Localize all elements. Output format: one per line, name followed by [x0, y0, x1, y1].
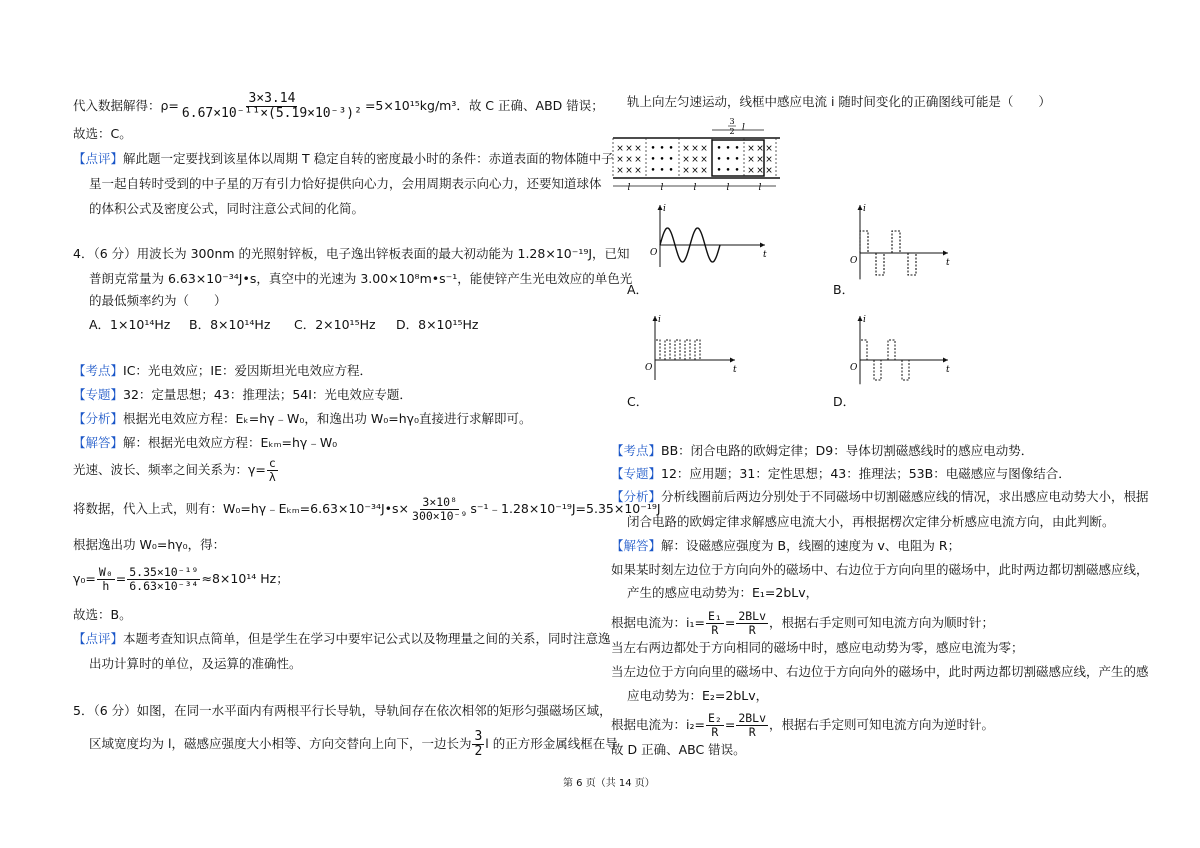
q5-step-5: 当左边位于方向向里的磁场中、右边位于方向向外的磁场中，此时两边都切割磁感应线，产生的感: [611, 664, 1149, 679]
magnetic-field-figure: [608, 116, 784, 194]
text: ≈8×10¹⁴ Hz；: [201, 571, 289, 586]
q5-zhuanti: [611, 465, 1071, 483]
t-label: t: [763, 250, 767, 260]
dim-frac-num: 3: [729, 117, 735, 126]
fraction: [97, 566, 115, 593]
step-segment: [902, 360, 909, 380]
field-symbol: ×: [747, 155, 755, 165]
tag: 【分析】: [73, 411, 124, 426]
q4-zhuanti: [73, 386, 412, 404]
field-symbol: •: [668, 144, 674, 154]
review-tag: 【点评】: [73, 151, 124, 166]
q3-review-line: 的体积公式及密度公式，同时注意公式间的化简。: [89, 201, 365, 216]
numerator: 2BLv: [738, 711, 767, 725]
q5-step-7: [611, 712, 994, 739]
i-arrow: [653, 316, 658, 321]
q5-stem: 5．（6 分）如图，在同一水平面内有两根平行长导轨，导轨间存在依次相邻的矩形匀强磁场区域，: [73, 703, 612, 718]
denominator: 2: [474, 744, 483, 759]
text: ，根据右手定则可知电流方向为顺时针；: [769, 615, 995, 630]
i-arrow: [858, 316, 863, 321]
field-symbol: ×: [616, 166, 624, 176]
option-a-label: A．: [627, 282, 649, 297]
dim-frac-den: 2: [729, 127, 735, 136]
denominator: R: [748, 623, 756, 637]
field-symbol: ×: [682, 144, 690, 154]
q5-step-2: 产生的感应电动势为：E₁=2bLv，: [627, 585, 819, 600]
field-symbol: •: [659, 144, 665, 154]
field-symbol: •: [650, 166, 656, 176]
q3-review: [73, 150, 614, 168]
graph-c-curve: [645, 315, 737, 380]
field-symbol: •: [716, 144, 722, 154]
t-label: t: [733, 365, 737, 375]
q4-stem: 的最低频率约为（ ）: [89, 293, 227, 308]
fig-drawing: [613, 117, 780, 193]
t-label: t: [946, 365, 950, 375]
numerator: c: [268, 456, 276, 470]
origin-label: O: [645, 363, 653, 373]
q4-frequency: [73, 566, 289, 593]
t-arrow: [943, 251, 948, 256]
step-segment: [874, 360, 881, 380]
text: 本题考查知识点简单，但是学生在学习中要牢记公式以及物理量之间的关系，同时注意逸: [123, 631, 611, 646]
field-symbol: •: [668, 166, 674, 176]
text: IC：光电效应；IE：爱因斯坦光电效应方程．: [123, 363, 373, 378]
field-symbol: ×: [616, 144, 624, 154]
field-symbol: ×: [756, 155, 764, 165]
numerator: 2BLv: [738, 609, 767, 623]
tag: 【专题】: [611, 466, 662, 481]
q4-choice: 故选：B。: [73, 607, 132, 622]
tag: 【解答】: [611, 538, 662, 553]
i-label: i: [863, 204, 866, 214]
text: =: [115, 571, 127, 586]
q4-fenxi: [73, 410, 532, 428]
fraction: [410, 496, 469, 523]
numerator: 3×10⁸: [422, 495, 458, 509]
text: 光速、波长、频率之间关系为：γ=: [73, 462, 266, 477]
field-symbol: ×: [691, 155, 699, 165]
text: BB：闭合电路的欧姆定律；D9：导体切割磁感线时的感应电动势．: [661, 443, 1034, 458]
q4-jieda: [73, 434, 337, 452]
field-symbol: •: [725, 166, 731, 176]
q4-review-line: 出功计算时的单位，及运算的准确性。: [89, 656, 302, 671]
text: 根据电流为：i₂=: [611, 717, 705, 732]
field-symbol: ×: [682, 155, 690, 165]
q5-step-4: 当左右两边都处于方向相同的磁场中时，感应电动势为零，感应电流为零；: [611, 640, 1024, 655]
field-symbol: ×: [756, 144, 764, 154]
tag: 【专题】: [73, 387, 124, 402]
field-symbol: ×: [700, 166, 708, 176]
field-symbol: ×: [765, 155, 773, 165]
page-footer: 第 6 页（共 14 页）: [563, 778, 655, 789]
q5-step-6: 应电动势为：E₂=2bLv，: [627, 688, 769, 703]
field-symbol: ×: [765, 166, 773, 176]
q5-stem-cont: 轨上向左匀速运动，线框中感应电流 i 随时间变化的正确图线可能是（ ）: [627, 94, 1051, 109]
field-symbol: ×: [634, 166, 642, 176]
bottom-l-label: l: [627, 183, 631, 193]
bottom-l-label: l: [660, 183, 664, 193]
step-segment: [860, 231, 868, 253]
text: 解此题一定要找到该星体以周期 T 稳定自转的密度最小时的条件：赤道表面的物体随中子: [123, 151, 614, 166]
q5-stem: [89, 730, 618, 759]
step-segment: [908, 253, 916, 275]
pulse: [695, 340, 700, 360]
text: γ₀=: [73, 571, 96, 586]
tag: 【考点】: [73, 363, 124, 378]
text: 将数据，代入上式，则有：W₀=hγ﹣Eₖₘ=6.63×10⁻³⁴J•s×: [73, 501, 410, 516]
text: l 的正方形金属线框在导: [485, 736, 618, 751]
review-tag: 【点评】: [73, 631, 124, 646]
q5-conclusion: 故 D 正确、ABC 错误。: [611, 742, 746, 757]
numerator: 3: [474, 729, 483, 744]
text: 12：应用题；31：定性思想；43：推理法；53B：电磁感应与图像结合．: [661, 466, 1071, 481]
fraction: [472, 730, 484, 759]
q3-review-line: 星一起自转时受到的中子星的万有引力恰好提供向心力，会用周期表示向心力，还要知道球体: [89, 176, 602, 191]
fraction: [736, 610, 768, 637]
step-segment: [876, 253, 884, 275]
field-symbol: •: [725, 155, 731, 165]
tag: 【分析】: [611, 489, 662, 504]
q5-jieda: [611, 537, 960, 555]
q3-choice: 故选：C。: [73, 126, 132, 141]
origin-label: O: [850, 363, 858, 373]
q4-kaodian: [73, 362, 372, 380]
denominator: R: [711, 725, 719, 739]
field-symbol: ×: [700, 155, 708, 165]
pulse: [655, 340, 660, 360]
t-arrow: [943, 358, 948, 363]
graph-a-curve: [650, 204, 767, 267]
q5-step-3: [611, 610, 994, 637]
field-symbol: •: [650, 155, 656, 165]
field-symbol: ×: [691, 166, 699, 176]
q4-work-function: 根据逸出功 W₀=hγ₀，得：: [73, 537, 226, 552]
fraction: [736, 712, 768, 739]
numerator: 3×3.14: [248, 91, 296, 106]
field-symbol: •: [650, 144, 656, 154]
fraction: [127, 566, 200, 593]
text: 32：定量思想；43：推理法；54I：光电效应专题．: [123, 387, 412, 402]
option-d-label: D．: [833, 394, 856, 409]
field-symbol: •: [716, 166, 722, 176]
graph-b-curve: [850, 204, 950, 279]
field-symbol: •: [659, 155, 665, 165]
q4-option-a: A．1×10¹⁴Hz: [89, 317, 171, 332]
t-label: t: [946, 258, 950, 268]
q3-substitution: [73, 92, 604, 121]
q4-stem: 普朗克常量为 6.63×10⁻³⁴J•s，真空中的光速为 3.00×10⁸m•s⁻¹，能使锌产生光电效应的单色光: [89, 271, 633, 286]
denominator: R: [711, 623, 719, 637]
bottom-l-label: l: [693, 183, 697, 193]
step-segment: [888, 340, 895, 360]
denominator: R: [748, 725, 756, 739]
graph-c: [640, 310, 750, 380]
tag: 【考点】: [611, 443, 662, 458]
field-symbol: •: [668, 155, 674, 165]
field-symbol: ×: [625, 155, 633, 165]
q4-substitution: [73, 496, 661, 523]
q5-kaodian: [611, 442, 1033, 460]
graph-d: [845, 310, 955, 385]
bottom-l-label: l: [726, 183, 730, 193]
q4-option-c: C．2×10¹⁵Hz: [294, 317, 376, 332]
pulse: [685, 340, 690, 360]
field-symbol: ×: [616, 155, 624, 165]
option-c-label: C．: [627, 394, 649, 409]
text: 根据光电效应方程：Eₖ=hγ﹣W₀，和逸出功 W₀=hγ₀直接进行求解即可。: [123, 411, 532, 426]
field-symbol: •: [734, 144, 740, 154]
q4-wave-relation: [73, 457, 279, 484]
field-symbol: ×: [691, 144, 699, 154]
field-symbol: •: [734, 166, 740, 176]
field-symbol: ×: [682, 166, 690, 176]
tag: 【解答】: [73, 435, 124, 450]
field-symbol: ×: [765, 144, 773, 154]
field-symbol: ×: [756, 166, 764, 176]
fraction: [180, 92, 364, 121]
field-symbol: •: [725, 144, 731, 154]
text: 分析线圈前后两边分别处于不同磁场中切割磁感应线的情况，求出感应电动势大小，根据: [661, 489, 1149, 504]
q5-fenxi-line: 闭合电路的欧姆定律求解感应电流大小，再根据楞次定律分析感应电流方向，由此判断。: [627, 514, 1115, 529]
text: =: [724, 717, 736, 732]
field-symbol: •: [659, 166, 665, 176]
graph-d-curve: [850, 315, 950, 384]
dim-l: l: [742, 123, 745, 133]
field-symbol: ×: [634, 144, 642, 154]
text: 代入数据解得：ρ=: [73, 98, 179, 113]
denominator: 6.63×10⁻³⁴: [129, 579, 199, 593]
pulse: [675, 340, 680, 360]
i-label: i: [663, 204, 666, 214]
text: =5×10¹⁵kg/m³．故 C 正确、ABD 错误；: [364, 98, 604, 113]
text: =: [724, 615, 736, 630]
text: s⁻¹﹣1.28×10⁻¹⁹J=5.35×10⁻¹⁹J: [470, 501, 661, 516]
field-symbol: ×: [625, 166, 633, 176]
q4-stem: 4．（6 分）用波长为 300nm 的光照射锌板，电子逸出锌板表面的最大初动能为 1.28×10⁻¹⁹J，已知: [73, 246, 630, 261]
option-b-label: B．: [833, 282, 855, 297]
field-symbol: ×: [700, 144, 708, 154]
q5-fenxi: [611, 488, 1149, 506]
denominator: h: [102, 579, 110, 593]
field-symbol: ×: [625, 144, 633, 154]
i-arrow: [658, 205, 663, 210]
numerator: E₁: [707, 609, 722, 623]
fraction: [267, 457, 278, 484]
q5-step-1: 如果某时刻左边位于方向向外的磁场中、右边位于方向向里的磁场中，此时两边都切割磁感应线，: [611, 562, 1149, 577]
denominator: 6.67×10⁻¹¹×(5.19×10⁻³)²: [181, 106, 362, 121]
field-symbol: •: [716, 155, 722, 165]
field-symbol: •: [734, 155, 740, 165]
numerator: 5.35×10⁻¹⁹: [129, 565, 199, 579]
fraction: [706, 712, 724, 739]
denominator: 300×10⁻⁹: [412, 509, 468, 523]
t-arrow: [730, 358, 735, 363]
numerator: E₂: [707, 711, 722, 725]
origin-label: O: [850, 256, 858, 266]
text: 根据电流为：i₁=: [611, 615, 705, 630]
field-symbol: ×: [747, 144, 755, 154]
i-arrow: [858, 205, 863, 210]
step-segment: [860, 340, 867, 360]
i-label: i: [658, 315, 661, 325]
graph-b: [845, 200, 955, 280]
bottom-l-label: l: [758, 183, 762, 193]
text: 解：设磁感应强度为 B，线圈的速度为 v、电阻为 R；: [661, 538, 961, 553]
text: ，根据右手定则可知电流方向为逆时针。: [769, 717, 995, 732]
denominator: λ: [268, 470, 276, 484]
numerator: W₀: [98, 565, 113, 579]
field-symbol: ×: [747, 166, 755, 176]
field-symbol: ×: [634, 155, 642, 165]
text: 区域宽度均为 l，磁感应强度大小相等、方向交替向上向下，一边长为: [89, 736, 472, 751]
graph-a: [620, 200, 780, 280]
origin-label: O: [650, 248, 658, 258]
q4-option-d: D．8×10¹⁵Hz: [396, 317, 479, 332]
q4-option-b: B．8×10¹⁴Hz: [189, 317, 271, 332]
text: 解：根据光电效应方程：Eₖₘ=hγ﹣W₀: [123, 435, 338, 450]
fraction: [706, 610, 724, 637]
step-segment: [892, 231, 900, 253]
t-arrow: [760, 243, 765, 248]
q4-review: [73, 630, 611, 648]
i-label: i: [863, 315, 866, 325]
pulse: [665, 340, 670, 360]
